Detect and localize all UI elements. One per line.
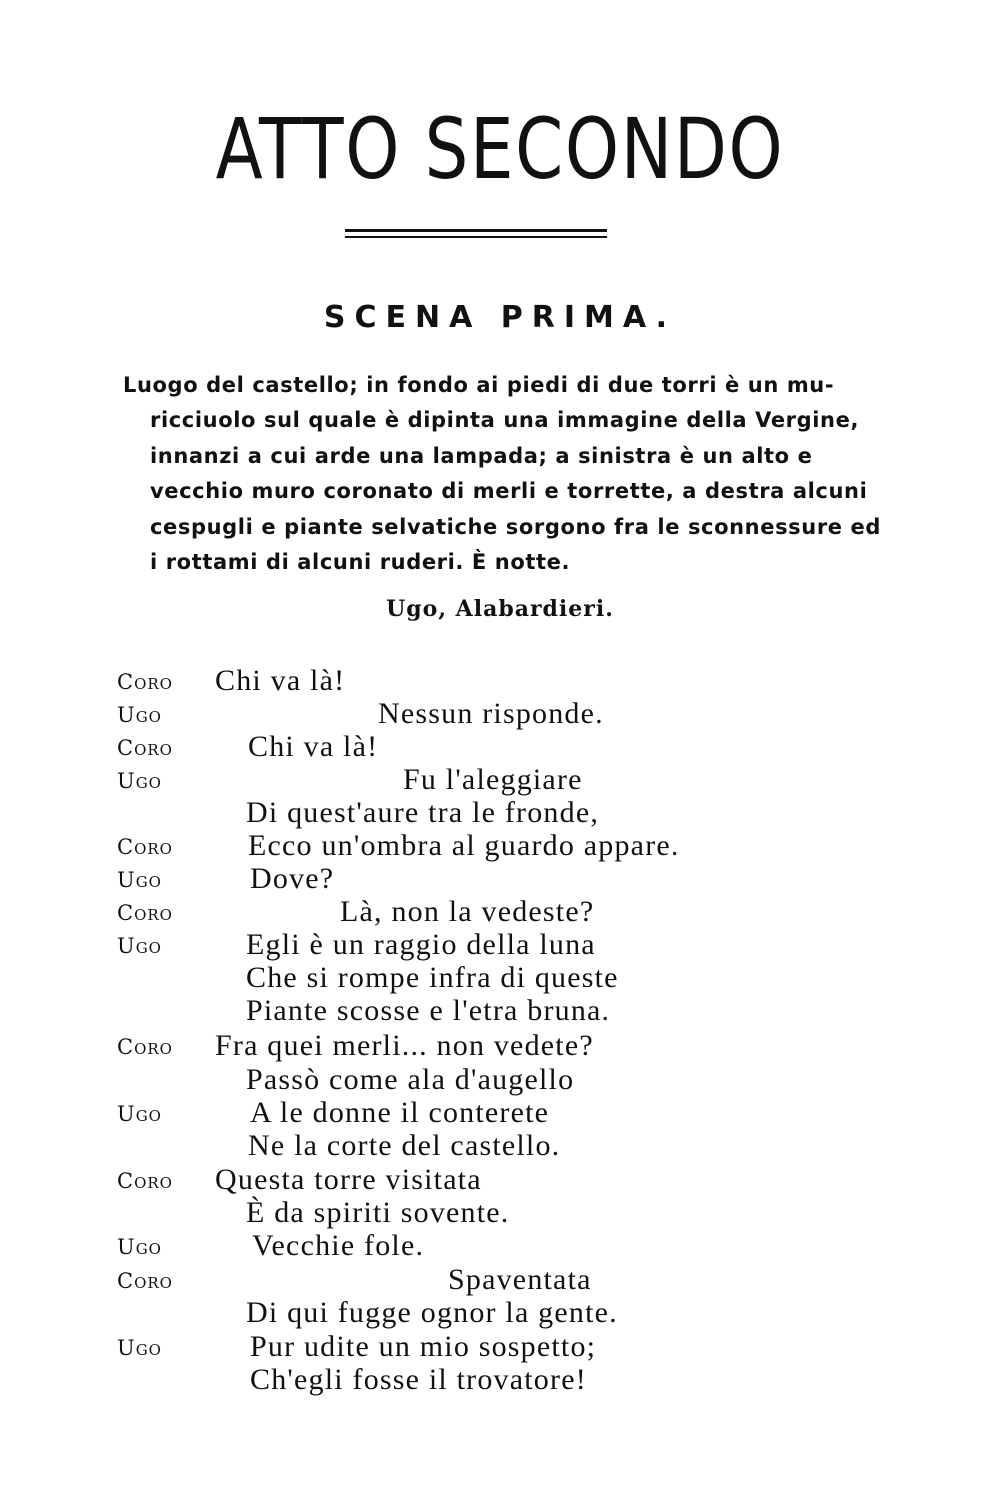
- verse-text: Egli è un raggio della luna: [246, 928, 596, 961]
- verse-text: Di quest'aure tra le fronde,: [246, 796, 600, 829]
- dialogue-line: [0, 1196, 1000, 1229]
- speaker-label: Ugo: [117, 703, 162, 727]
- stage-direction-line: vecchio muro coronato di merli e torrette, a destra alcuni: [150, 479, 868, 504]
- speaker-label: Coro: [117, 1269, 173, 1293]
- verse-text: Vecchie fole.: [252, 1229, 425, 1262]
- characters-on-stage: Ugo, Alabardieri.: [386, 596, 614, 622]
- dialogue-line: [0, 796, 1000, 829]
- verse-text: Pur udite un mio sospetto;: [250, 1330, 597, 1363]
- dialogue-line: [0, 1296, 1000, 1329]
- stage-direction-line: innanzi a cui arde una lampada; a sinistra è un alto e: [150, 443, 813, 468]
- speaker-label: Ugo: [117, 769, 162, 793]
- act-title: ATTO SECONDO: [215, 100, 785, 198]
- scene-title: SCENA PRIMA.: [323, 300, 677, 335]
- dialogue-line: [0, 895, 1000, 928]
- dialogue-line: [0, 1029, 1000, 1062]
- verse-text: Chi va là!: [248, 730, 379, 763]
- stage-direction-line: cespugli e piante selvatiche sorgono fra le sconnessure ed: [150, 514, 882, 539]
- verse-text: Fra quei merli... non vedete?: [215, 1029, 594, 1062]
- speaker-label: Coro: [117, 670, 173, 694]
- verse-text: Di qui fugge ognor la gente.: [246, 1296, 618, 1329]
- verse-text: Questa torre visitata: [215, 1163, 482, 1196]
- dialogue-line: [0, 730, 1000, 763]
- dialogue-line: [0, 1129, 1000, 1162]
- dialogue-line: [0, 1163, 1000, 1196]
- speaker-label: Ugo: [117, 868, 162, 892]
- speaker-label: Ugo: [117, 1102, 162, 1126]
- speaker-label: Coro: [117, 1035, 173, 1059]
- dialogue-line: [0, 862, 1000, 895]
- dialogue-line: [0, 763, 1000, 796]
- stage-direction-line: Luogo del castello; in fondo ai piedi di due torri è un mu-: [123, 373, 835, 397]
- verse-text: Nessun risponde.: [378, 697, 604, 730]
- dialogue-line: [0, 1096, 1000, 1129]
- speaker-label: Ugo: [117, 1235, 162, 1259]
- dialogue-line: [0, 664, 1000, 697]
- dialogue-line: [0, 1229, 1000, 1262]
- dialogue-line: [0, 1330, 1000, 1363]
- verse-text: Spaventata: [448, 1263, 592, 1296]
- speaker-label: Coro: [117, 835, 173, 859]
- verse-text: A le donne il conterete: [250, 1096, 550, 1129]
- dialogue-line: [0, 1063, 1000, 1096]
- dialogue-line: [0, 961, 1000, 994]
- dialogue-line: [0, 697, 1000, 730]
- dialogue-line: [0, 928, 1000, 961]
- speaker-label: Ugo: [117, 934, 162, 958]
- speaker-label: Coro: [117, 1169, 173, 1193]
- dialogue-line: [0, 994, 1000, 1027]
- speaker-label: Ugo: [117, 1336, 162, 1360]
- stage-direction-line: ricciuolo sul quale è dipinta una immagine della Vergine,: [150, 408, 860, 433]
- verse-text: Là, non la vedeste?: [340, 895, 595, 928]
- verse-text: Che si rompe infra di queste: [246, 961, 619, 994]
- speaker-label: Coro: [117, 736, 173, 760]
- verse-text: Dove?: [250, 862, 335, 895]
- dialogue-line: [0, 829, 1000, 862]
- verse-text: Fu l'aleggiare: [403, 763, 583, 796]
- verse-text: Chi va là!: [215, 664, 346, 697]
- verse-text: Piante scosse e l'etra bruna.: [246, 994, 611, 1027]
- verse-text: È da spiriti sovente.: [246, 1196, 510, 1229]
- dialogue-line: [0, 1263, 1000, 1296]
- dialogue-line: [0, 1363, 1000, 1396]
- verse-text: Passò come ala d'augello: [246, 1063, 575, 1096]
- verse-text: Ecco un'ombra al guardo appare.: [248, 829, 680, 862]
- speaker-label: Coro: [117, 901, 173, 925]
- verse-text: Ne la corte del castello.: [248, 1129, 561, 1162]
- verse-text: Ch'egli fosse il trovatore!: [250, 1363, 587, 1396]
- stage-direction-line: i rottami di alcuni ruderi. È notte.: [150, 550, 571, 575]
